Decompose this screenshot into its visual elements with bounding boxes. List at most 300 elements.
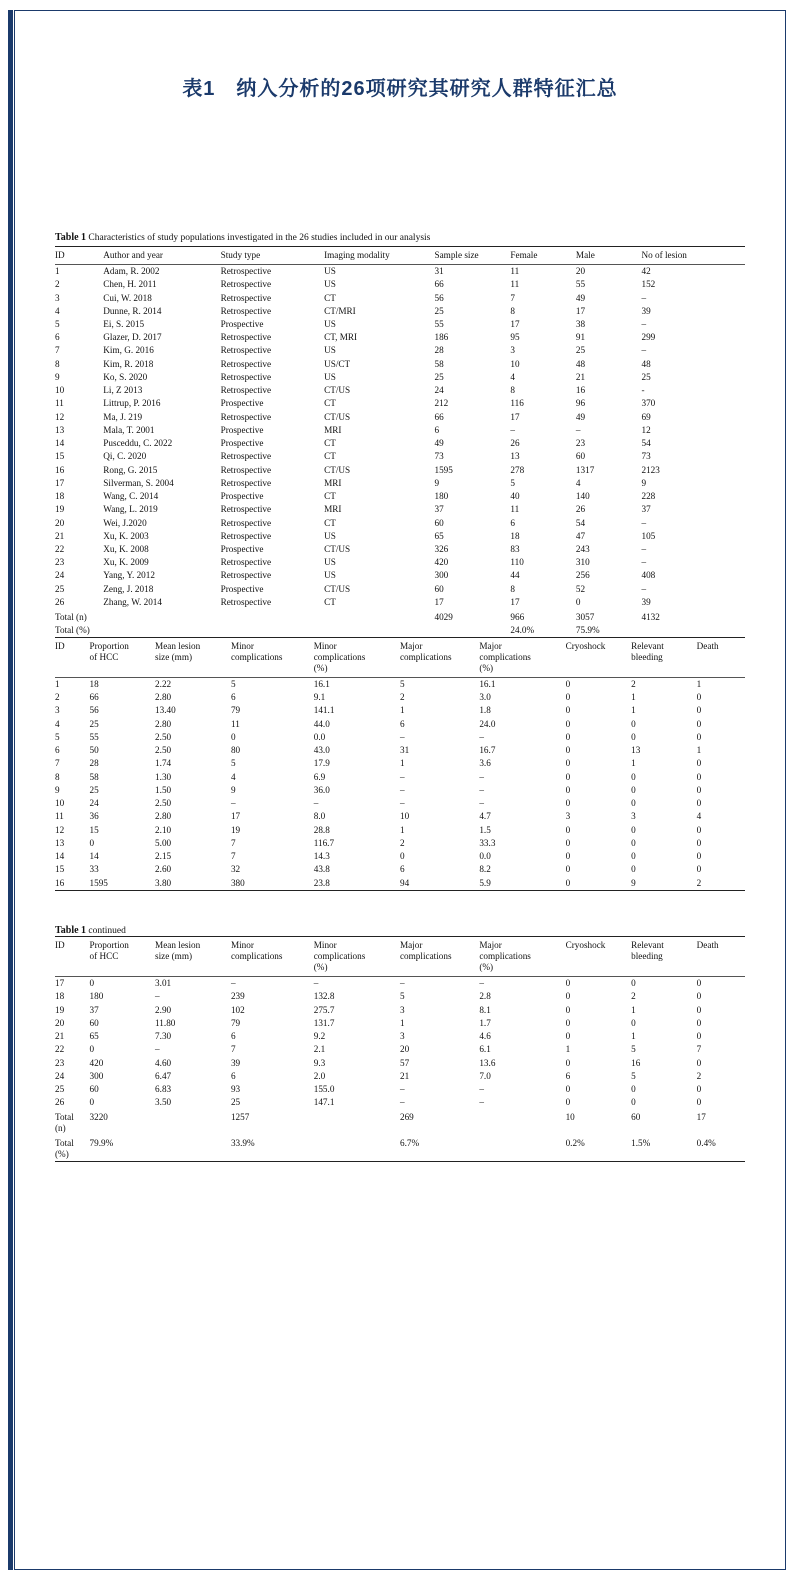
table-cell: 9 bbox=[434, 477, 440, 488]
table3-col-3-line-0: Minor bbox=[230, 940, 254, 951]
table-cell: 73 bbox=[641, 451, 651, 462]
table-cell: 16 bbox=[575, 385, 586, 396]
table2-col-1-line-0: Proportion bbox=[89, 641, 129, 652]
table-cell: 131.7 bbox=[313, 1017, 335, 1028]
table-cell: Retrospective bbox=[220, 596, 272, 607]
table-cell: 1 bbox=[631, 705, 636, 716]
table-cell: 21 bbox=[575, 371, 586, 382]
table-cell: 11 bbox=[510, 504, 520, 515]
table-cell: 21 bbox=[55, 530, 65, 541]
table3-total-pct-row-cell-5 bbox=[479, 1135, 565, 1161]
table2-col-5-line-1: complications bbox=[399, 652, 452, 663]
table-cell: Retrospective bbox=[220, 266, 272, 277]
table1-row bbox=[55, 543, 745, 556]
table-cell: 1 bbox=[631, 1004, 636, 1015]
table-cell: 8 bbox=[510, 305, 515, 316]
table-cell: – bbox=[479, 784, 484, 795]
table-cell: 69 bbox=[641, 411, 651, 422]
table-cell: CT/US bbox=[324, 411, 351, 422]
table-cell: 408 bbox=[641, 570, 656, 581]
table-cell: 79 bbox=[230, 705, 241, 716]
table-cell: 370 bbox=[641, 398, 656, 409]
table-cell: 5 bbox=[510, 477, 515, 488]
table-cell: 3 bbox=[510, 345, 515, 356]
table-cell: 0 bbox=[631, 771, 636, 782]
table-cell: 0 bbox=[631, 718, 636, 729]
table-cell: 380 bbox=[230, 877, 245, 888]
table-cell: 310 bbox=[575, 557, 590, 568]
table3-caption-text: continued bbox=[88, 926, 126, 937]
table3-col-0-line-0: ID bbox=[55, 940, 65, 951]
table-cell: 116.7 bbox=[313, 837, 335, 848]
table-cell: 13 bbox=[55, 424, 65, 435]
table-cell: MRI bbox=[324, 504, 342, 515]
table-cell: – bbox=[230, 978, 236, 989]
table-cell: 0 bbox=[565, 745, 571, 756]
table-cell: 9 bbox=[631, 877, 636, 888]
table-cell: 49 bbox=[575, 411, 586, 422]
table-cell: 2.1 bbox=[313, 1044, 326, 1055]
table-cell: Retrospective bbox=[220, 504, 272, 515]
table-cell: 55 bbox=[575, 279, 586, 290]
table3-row bbox=[55, 1043, 745, 1056]
table-cell: 0 bbox=[565, 877, 571, 888]
table3-body bbox=[55, 977, 745, 1174]
table-cell: 0 bbox=[565, 1031, 571, 1042]
table1-row bbox=[55, 450, 745, 463]
table3-col-9 bbox=[697, 937, 745, 977]
table-cell: – bbox=[155, 1044, 160, 1055]
table2-col-4-line-0: Minor bbox=[313, 641, 337, 652]
table-cell: 65 bbox=[434, 530, 444, 541]
table-cell: 155.0 bbox=[313, 1084, 335, 1095]
table1 bbox=[55, 246, 745, 637]
table3-row bbox=[55, 1083, 745, 1096]
table-cell: 1.5 bbox=[479, 824, 491, 835]
table-cell: 1.74 bbox=[155, 758, 172, 769]
table-cell: 0 bbox=[631, 1084, 636, 1095]
table-cell: – bbox=[641, 345, 647, 356]
table-cell: 3 bbox=[631, 811, 636, 822]
table1-row bbox=[55, 477, 745, 490]
table-cell: 10 bbox=[55, 798, 65, 809]
table3-caption bbox=[55, 925, 745, 936]
table-cell: 57 bbox=[399, 1057, 410, 1068]
table-cell: 2 bbox=[631, 991, 636, 1002]
table-cell: 1.7 bbox=[479, 1017, 491, 1028]
table-cell: 18 bbox=[89, 679, 99, 689]
table-cell: 12 bbox=[55, 411, 65, 422]
table-cell: 6 bbox=[399, 864, 405, 875]
table-cell: 0 bbox=[631, 824, 636, 835]
table-cell: 22 bbox=[55, 1044, 65, 1055]
table-cell: – bbox=[641, 318, 647, 329]
table-cell: 0 bbox=[565, 991, 571, 1002]
table3-col-8 bbox=[631, 937, 697, 977]
table-cell: 11 bbox=[510, 279, 520, 290]
table-cell: CT bbox=[324, 596, 336, 607]
table2-col-3-line-1: complications bbox=[230, 652, 283, 663]
table1-header-row bbox=[55, 247, 745, 265]
table-cell: Retrospective bbox=[220, 451, 272, 462]
table-cell: 0 bbox=[89, 1044, 95, 1055]
table-cell: 91 bbox=[575, 332, 586, 343]
table-cell: 8.2 bbox=[479, 864, 491, 875]
table-cell: Xu, K. 2008 bbox=[103, 543, 149, 554]
table-cell: 19 bbox=[55, 1004, 65, 1015]
table-cell: 0 bbox=[696, 758, 702, 769]
table1-col-lesions: No of lesion bbox=[641, 250, 687, 260]
table-cell: Dunne, R. 2014 bbox=[103, 305, 162, 316]
table2-col-0-line-0: ID bbox=[55, 641, 65, 652]
table-cell bbox=[434, 624, 510, 637]
table-cell: 299 bbox=[641, 332, 656, 343]
table3-col-6-line-2: (%) bbox=[479, 962, 494, 973]
table3-col-1-line-0: Proportion bbox=[89, 940, 129, 951]
table-cell: 0 bbox=[631, 798, 636, 809]
table-cell: 37 bbox=[434, 504, 444, 515]
table-cell: 132.8 bbox=[313, 991, 335, 1002]
table-cell: 243 bbox=[575, 543, 590, 554]
table-cell: 11 bbox=[510, 266, 520, 277]
table-cell: 14 bbox=[55, 438, 65, 449]
table-cell: 1 bbox=[399, 758, 405, 769]
table1-caption bbox=[55, 232, 745, 243]
table-cell: 60 bbox=[434, 517, 444, 528]
table-cell: 6 bbox=[55, 745, 60, 756]
table-cell: MRI bbox=[324, 477, 342, 488]
table-cell: CT bbox=[324, 438, 336, 449]
table-cell: 14 bbox=[89, 851, 99, 862]
table-cell: 56 bbox=[434, 292, 444, 303]
table-cell: 0 bbox=[565, 1004, 571, 1015]
table-cell: 2.60 bbox=[155, 864, 172, 875]
table-cell bbox=[221, 609, 325, 624]
table1-row bbox=[55, 291, 745, 304]
table-cell: 11.80 bbox=[155, 1017, 176, 1028]
table-cell: 19 bbox=[230, 824, 241, 835]
table-cell: Retrospective bbox=[220, 292, 272, 303]
table-cell: 66 bbox=[434, 279, 444, 290]
table-cell: Littrup, P. 2016 bbox=[103, 398, 161, 409]
table-cell: 11 bbox=[55, 398, 64, 409]
table3-col-3-line-1: complications bbox=[230, 951, 283, 962]
table-cell: 28 bbox=[434, 345, 444, 356]
table-cell: Retrospective bbox=[220, 557, 272, 568]
table-cell: Pusceddu, C. 2022 bbox=[103, 438, 173, 449]
table-cell: Yang, Y. 2012 bbox=[103, 570, 155, 581]
table3-total-n-row-cell-3 bbox=[314, 1109, 400, 1135]
table-cell: 278 bbox=[510, 464, 525, 475]
table2-col-2 bbox=[155, 638, 231, 678]
table-cell: 0 bbox=[696, 798, 702, 809]
table-cell: 4 bbox=[55, 718, 60, 729]
table3-total-n-row-cell-6: 10 bbox=[565, 1112, 575, 1123]
table-cell: 0.0 bbox=[479, 851, 491, 862]
table-cell: US bbox=[324, 530, 336, 541]
table-cell: 50 bbox=[89, 745, 99, 756]
table-cell: 2 bbox=[631, 679, 636, 689]
table-cell: 2.0 bbox=[313, 1070, 326, 1081]
table-cell: Retrospective bbox=[220, 345, 272, 356]
table3-total-pct-row-cell-2: 33.9% bbox=[230, 1138, 255, 1149]
table3-total-pct-row bbox=[55, 1135, 745, 1161]
table-cell: Chen, H. 2011 bbox=[103, 279, 157, 290]
table-cell: Ko, S. 2020 bbox=[103, 371, 148, 382]
table-cell: 4 bbox=[696, 811, 702, 822]
table-cell: 15 bbox=[55, 864, 65, 875]
table2-row bbox=[55, 850, 745, 863]
table3-total-pct-row-cell-1 bbox=[155, 1135, 231, 1161]
table-cell: 4 bbox=[510, 371, 515, 382]
table-cell: 83 bbox=[510, 543, 520, 554]
table-cell: 1 bbox=[399, 824, 405, 835]
table-cell: – bbox=[641, 543, 647, 554]
table-cell: 1.50 bbox=[155, 784, 172, 795]
rule-cell bbox=[90, 1162, 156, 1173]
table-cell: MRI bbox=[324, 424, 342, 435]
table-cell: CT/US bbox=[324, 464, 351, 475]
table1-row bbox=[55, 424, 745, 437]
table-cell: 2.80 bbox=[155, 692, 172, 703]
table-cell: 2 bbox=[696, 1070, 702, 1081]
table-cell: 5 bbox=[55, 731, 60, 742]
rule-cell bbox=[155, 1162, 231, 1173]
table1-caption-label: Table 1 bbox=[55, 232, 87, 243]
table-cell: 20 bbox=[575, 266, 586, 277]
table-cell: 6 bbox=[230, 692, 236, 703]
table1-col-female: Female bbox=[510, 250, 538, 260]
table-cell: 6.9 bbox=[313, 771, 326, 782]
table3-col-1-line-1: of HCC bbox=[89, 951, 119, 962]
table-cell: 0 bbox=[89, 978, 95, 989]
table3-header-row bbox=[55, 937, 745, 977]
table-cell: – bbox=[155, 991, 160, 1002]
table-cell: 37 bbox=[89, 1004, 99, 1015]
table-cell: 3.80 bbox=[155, 877, 172, 888]
table-cell: 1.8 bbox=[479, 705, 491, 716]
table-cell: 56 bbox=[89, 705, 99, 716]
table-cell: Li, Z 2013 bbox=[103, 385, 143, 396]
table1-row bbox=[55, 371, 745, 384]
table-cell: 2 bbox=[55, 692, 60, 703]
table-cell: 1595 bbox=[434, 464, 453, 475]
table-cell: 23 bbox=[575, 438, 586, 449]
table-cell: US bbox=[324, 570, 336, 581]
table-cell: 60 bbox=[89, 1017, 99, 1028]
rule-cell bbox=[231, 890, 314, 901]
table-cell: 20 bbox=[55, 1017, 65, 1028]
table-cell: 0 bbox=[696, 864, 702, 875]
table1-col-samplesize: Sample size bbox=[434, 250, 479, 260]
table-cell: Kim, G. 2016 bbox=[103, 345, 154, 356]
table-cell: 0 bbox=[565, 1084, 571, 1095]
table3-col-9-line-0: Death bbox=[696, 940, 719, 951]
table-cell: 0 bbox=[565, 851, 571, 862]
table-cell: 0 bbox=[631, 1097, 636, 1108]
table1-row bbox=[55, 596, 745, 609]
table-cell: 25 bbox=[230, 1097, 241, 1108]
table-cell: 93 bbox=[230, 1084, 241, 1095]
table2-col-4-line-2: (%) bbox=[313, 662, 328, 673]
table-cell: – bbox=[399, 1084, 405, 1095]
table3-col-7-line-0: Cryoshock bbox=[565, 940, 606, 951]
rule-cell bbox=[55, 1162, 90, 1173]
table-cell: 0 bbox=[89, 837, 95, 848]
table-cell: Rong, G. 2015 bbox=[103, 464, 158, 475]
table1-caption-text: Characteristics of study populations investigated in the 26 studies included in our analysis bbox=[88, 233, 431, 243]
table2-row bbox=[55, 677, 745, 691]
table-cell: 17 bbox=[230, 811, 241, 822]
table1-body bbox=[55, 264, 745, 637]
table-cell: 5 bbox=[55, 318, 60, 329]
table-cell: 0 bbox=[565, 758, 571, 769]
table3-col-4 bbox=[314, 937, 400, 977]
table-cell: Xu, K. 2009 bbox=[103, 557, 149, 568]
table-cell: 48 bbox=[641, 358, 651, 369]
table-cell: 26 bbox=[510, 438, 520, 449]
table2-row bbox=[55, 744, 745, 757]
table-cell: – bbox=[313, 978, 319, 989]
table3-total-pct-row-cell-6: 0.2% bbox=[565, 1138, 585, 1149]
table-cell: Retrospective bbox=[220, 332, 272, 343]
table2-col-6-line-1: complications bbox=[479, 652, 531, 663]
table-cell: 5 bbox=[399, 991, 405, 1002]
table-cell: 13 bbox=[631, 745, 641, 756]
table-cell: 0 bbox=[565, 1017, 571, 1028]
table-cell: Total (%) bbox=[55, 625, 90, 636]
table-cell: 0 bbox=[631, 731, 636, 742]
table-cell: 4 bbox=[55, 305, 60, 316]
table1-row bbox=[55, 490, 745, 503]
table-cell: 0 bbox=[565, 692, 571, 703]
table1-total-pct-row bbox=[55, 624, 745, 637]
table-cell: Xu, K. 2003 bbox=[103, 530, 149, 541]
table2-col-4-line-1: complications bbox=[313, 652, 366, 663]
table-cell: Prospective bbox=[220, 438, 264, 449]
table-cell: 25 bbox=[55, 1084, 65, 1095]
table2-col-4 bbox=[314, 638, 400, 678]
table-cell: 23.8 bbox=[313, 877, 330, 888]
table-cell: 7 bbox=[230, 1044, 236, 1055]
table1-row bbox=[55, 344, 745, 357]
table-cell: CT bbox=[324, 517, 336, 528]
table2-col-2-line-0: Mean lesion bbox=[155, 641, 201, 652]
table2-col-9 bbox=[697, 638, 745, 678]
table-cell: CT/US bbox=[324, 583, 351, 594]
table-cell: 38 bbox=[575, 318, 586, 329]
table-cell: 2 bbox=[399, 692, 405, 703]
table-cell: 7 bbox=[696, 1044, 702, 1055]
table-cell: 2 bbox=[399, 837, 405, 848]
table1-row bbox=[55, 358, 745, 371]
table-cell: 8.1 bbox=[479, 1004, 491, 1015]
table-cell: 36 bbox=[89, 811, 99, 822]
table3-row bbox=[55, 1017, 745, 1030]
rule-cell bbox=[566, 1162, 632, 1173]
table-cell: 32 bbox=[230, 864, 241, 875]
table1-col-male: Male bbox=[575, 250, 595, 260]
table-cell: – bbox=[230, 798, 236, 809]
table-cell: 9 bbox=[230, 784, 236, 795]
table2-header-row bbox=[55, 638, 745, 678]
table-cell: 0 bbox=[565, 771, 571, 782]
table-cell: 1 bbox=[631, 758, 636, 769]
table1-row bbox=[55, 331, 745, 344]
table-cell: 13 bbox=[55, 837, 65, 848]
table-cell: US bbox=[324, 266, 336, 277]
table-cell: 25 bbox=[89, 718, 99, 729]
table3-col-2-line-0: Mean lesion bbox=[155, 940, 201, 951]
table-cell: 140 bbox=[575, 491, 590, 502]
table-cell: 25 bbox=[89, 784, 99, 795]
rule-cell bbox=[631, 890, 697, 901]
table-cell bbox=[103, 609, 220, 624]
table-cell: 239 bbox=[230, 991, 245, 1002]
table-cell: 26 bbox=[575, 504, 586, 515]
table-cell: 7 bbox=[230, 837, 236, 848]
table-cell: 2.80 bbox=[155, 811, 172, 822]
table1-row bbox=[55, 582, 745, 595]
table-cell: 9.2 bbox=[313, 1031, 326, 1042]
table-cell: 4029 bbox=[434, 611, 453, 622]
table2-col-7 bbox=[566, 638, 632, 678]
table-cell: 8 bbox=[55, 358, 60, 369]
table-cell: 300 bbox=[89, 1070, 104, 1081]
table-cell: Retrospective bbox=[220, 371, 272, 382]
table-cell bbox=[103, 624, 220, 637]
table-cell: 0 bbox=[696, 837, 702, 848]
table-cell: 16.1 bbox=[313, 679, 330, 689]
table-cell: 7 bbox=[55, 345, 60, 356]
table-cell: 2.15 bbox=[155, 851, 172, 862]
rule-cell bbox=[697, 890, 745, 901]
table2-col-7-line-0: Cryoshock bbox=[565, 641, 606, 652]
table-cell: 2.50 bbox=[155, 798, 172, 809]
table-cell: 1 bbox=[696, 679, 702, 689]
table-cell: 25 bbox=[55, 583, 65, 594]
table-cell: - bbox=[641, 385, 645, 396]
table-cell: 1 bbox=[55, 679, 60, 689]
table-cell: 147.1 bbox=[313, 1097, 335, 1108]
table-cell: CT/US bbox=[324, 543, 351, 554]
table-cell: 0 bbox=[565, 978, 571, 989]
table-cell: 17 bbox=[510, 596, 520, 607]
table2-row bbox=[55, 704, 745, 717]
table2-body bbox=[55, 677, 745, 901]
table-cell: 0 bbox=[696, 824, 702, 835]
table2-bottom-rule bbox=[55, 890, 745, 901]
table-cell: US bbox=[324, 279, 336, 290]
table-cell: 49 bbox=[575, 292, 586, 303]
table-cell: 80 bbox=[230, 745, 241, 756]
table-cell: 186 bbox=[434, 332, 449, 343]
table-cell: 39 bbox=[230, 1057, 241, 1068]
table1-col-id: ID bbox=[55, 250, 65, 260]
table-cell: 19 bbox=[55, 504, 65, 515]
table2-col-5-line-0: Major bbox=[399, 641, 423, 652]
table2-col-1 bbox=[90, 638, 156, 678]
table3-total-n-row-cell-1 bbox=[155, 1109, 231, 1135]
table-cell: Prospective bbox=[220, 398, 264, 409]
table2-col-9-line-0: Death bbox=[696, 641, 719, 652]
table-cell: 54 bbox=[575, 517, 586, 528]
table2-col-2-line-1: size (mm) bbox=[155, 652, 193, 663]
table-cell: 58 bbox=[434, 358, 444, 369]
table-cell: 6 bbox=[565, 1070, 571, 1081]
rule-cell bbox=[400, 890, 479, 901]
table-cell: US bbox=[324, 371, 336, 382]
